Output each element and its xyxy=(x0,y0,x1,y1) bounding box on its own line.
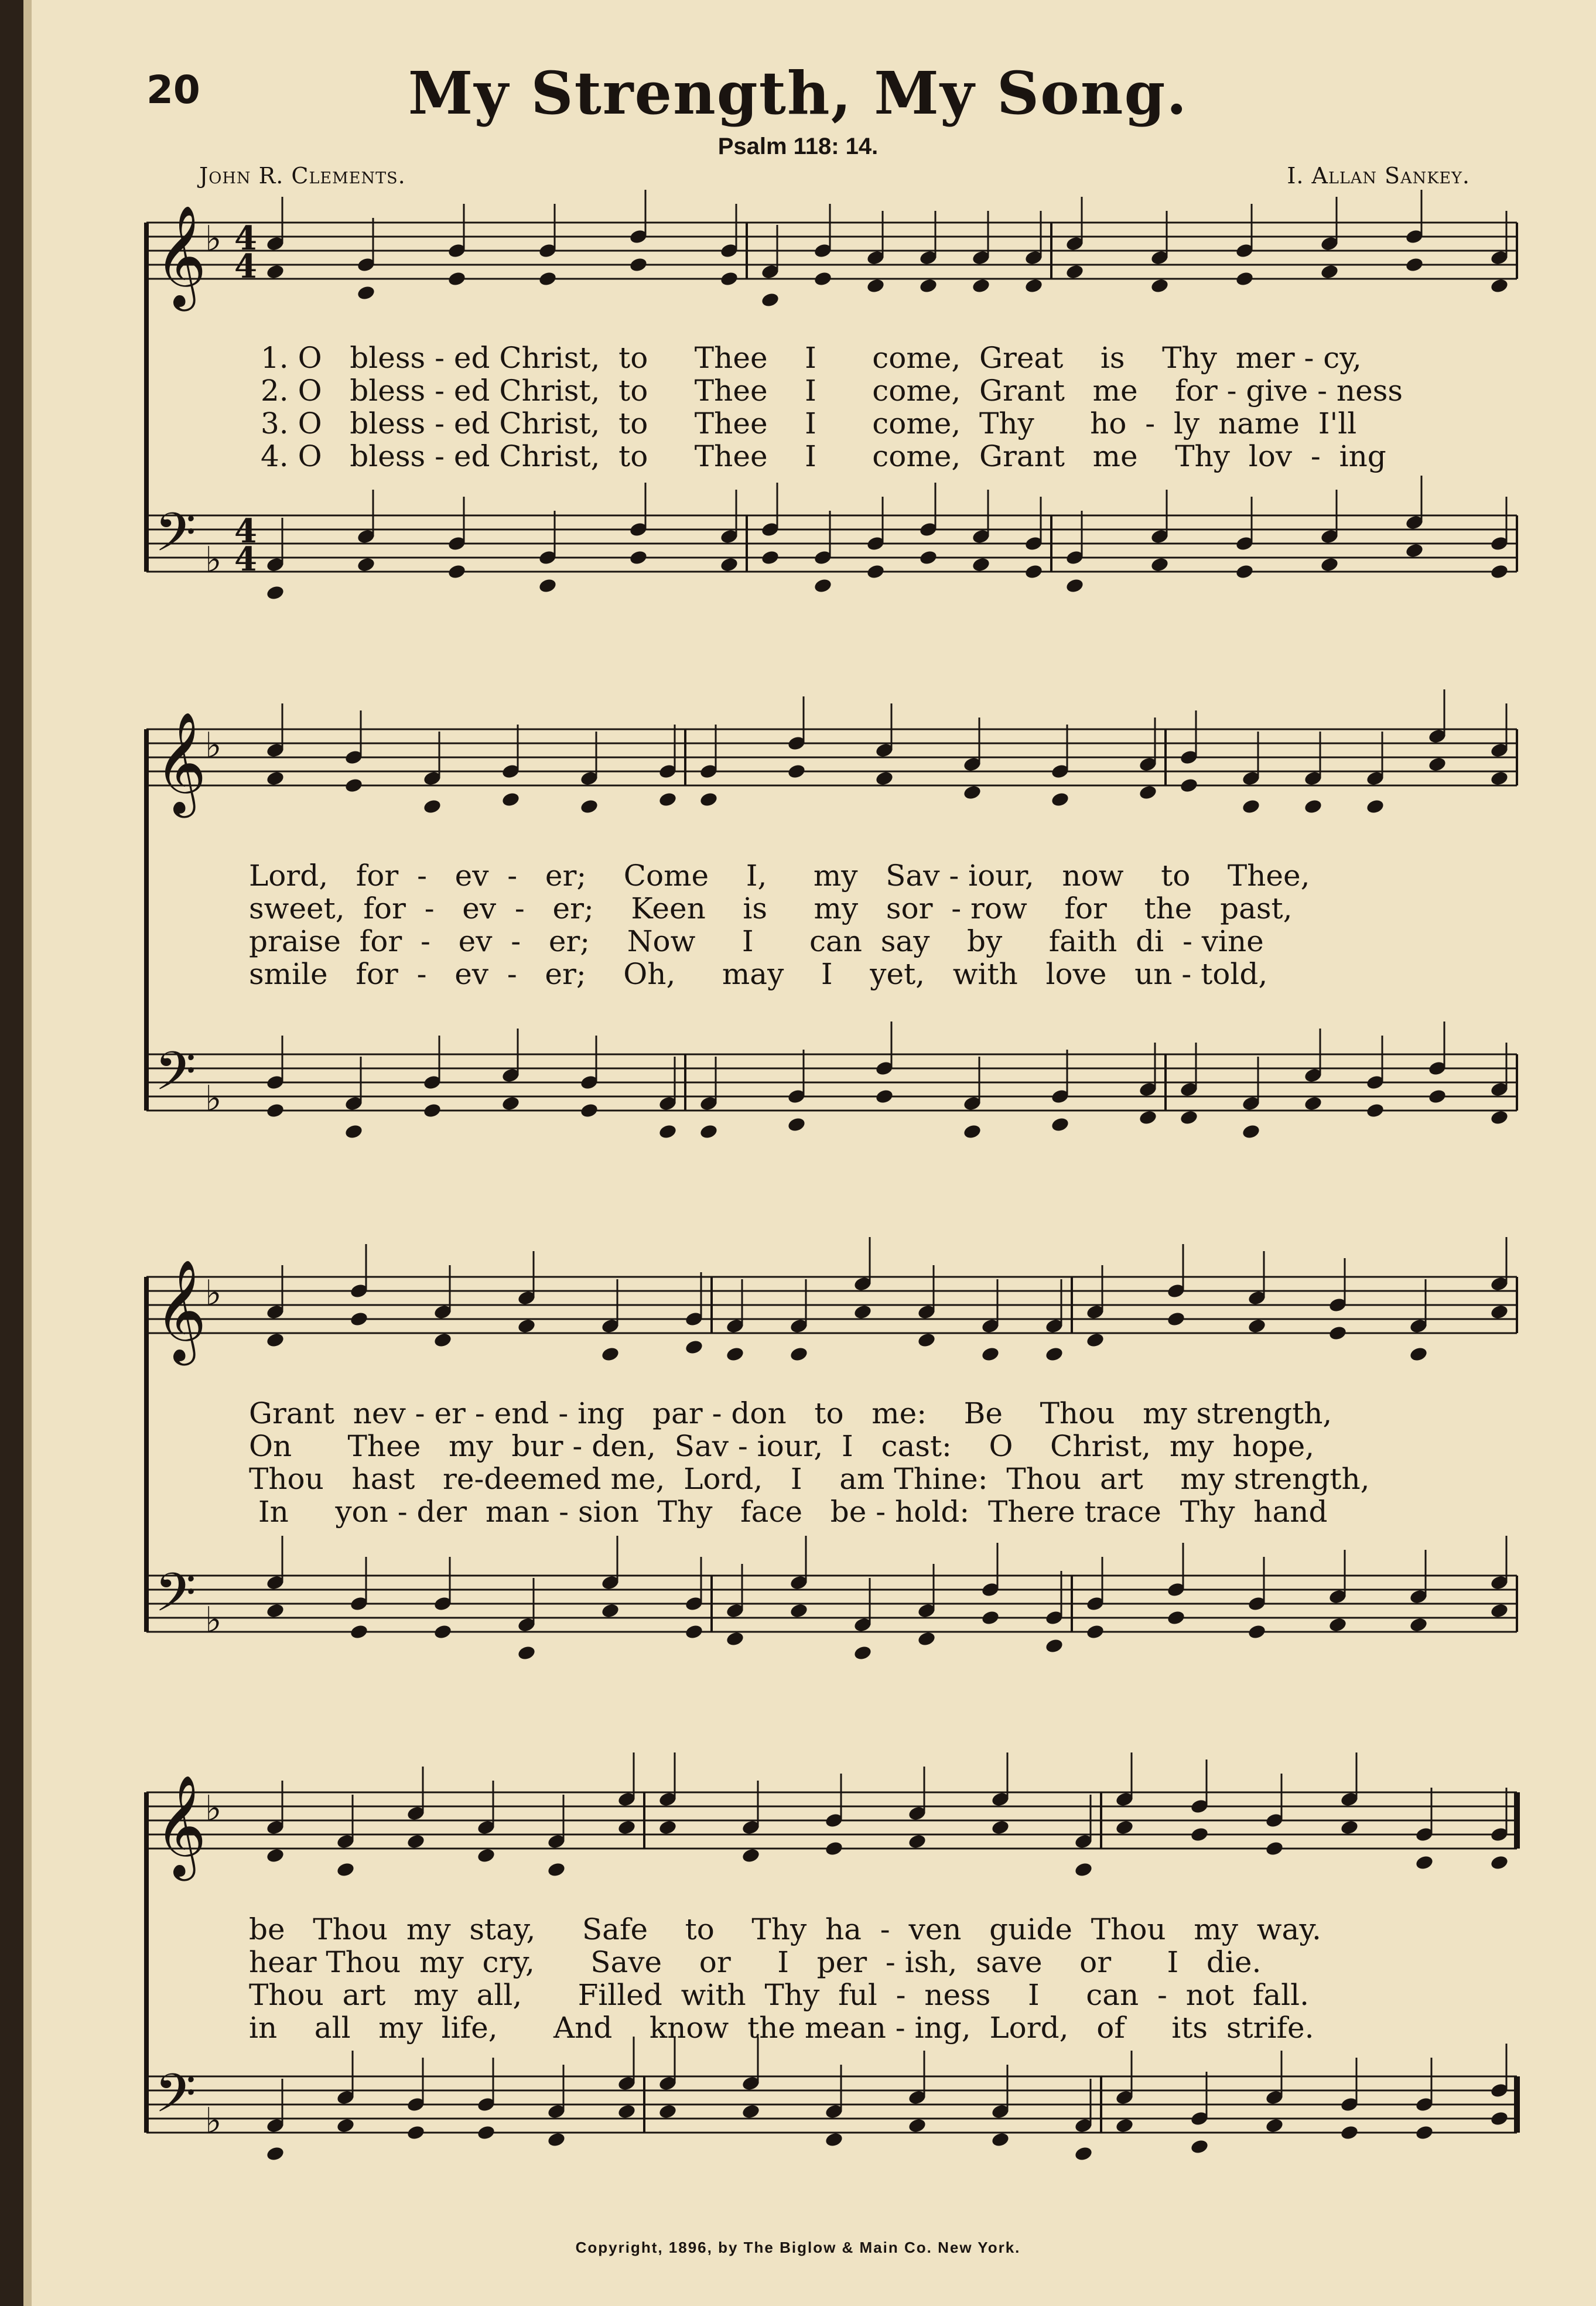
treble-note xyxy=(1339,1819,1359,1836)
treble-note xyxy=(741,1847,760,1864)
treble-note xyxy=(962,784,982,801)
bass-note xyxy=(1404,542,1424,559)
bass-note xyxy=(1489,563,1509,580)
treble-note xyxy=(538,271,557,287)
bass-note xyxy=(980,1610,1000,1626)
bass-note xyxy=(1414,2124,1434,2141)
composer-credit: I. Allan Sankey. xyxy=(1287,163,1470,189)
bass-note xyxy=(1190,2138,1209,2155)
bass-note xyxy=(1303,1095,1322,1112)
treble-note xyxy=(813,271,832,287)
bass-note xyxy=(1179,1109,1198,1126)
treble-note xyxy=(1489,1854,1509,1871)
bass-note xyxy=(866,563,885,580)
bass-note xyxy=(962,1123,982,1140)
bass-note xyxy=(476,2124,495,2141)
bass-note xyxy=(1247,1624,1266,1640)
treble-note xyxy=(1427,756,1447,773)
treble-note xyxy=(336,1861,355,1878)
bass-note xyxy=(600,1603,620,1619)
bass-note xyxy=(1235,563,1254,580)
treble-note xyxy=(349,1311,368,1327)
bass-note xyxy=(1489,2110,1509,2127)
bass-note xyxy=(1489,1109,1509,1126)
treble-note xyxy=(265,1847,285,1864)
treble-note xyxy=(628,257,648,273)
lyric-line: sweet, for - ev - er; Keen is my sor - row for the past, xyxy=(249,891,1293,925)
treble-note xyxy=(824,1840,843,1857)
bass-note xyxy=(907,2117,927,2134)
bass-note xyxy=(1320,556,1339,573)
bass-note xyxy=(1409,1617,1428,1633)
treble-note xyxy=(501,791,520,808)
treble-note xyxy=(1115,1819,1134,1836)
lyric-line: 1. O bless - ed Christ, to Thee I come, Great is Thy mer - cy, xyxy=(261,341,1362,375)
treble-note xyxy=(980,1346,1000,1362)
bass-note xyxy=(344,1123,363,1140)
time-signature: 4 xyxy=(234,540,257,579)
bass-note xyxy=(1115,2117,1134,2134)
treble-note xyxy=(1179,777,1198,794)
bass-note xyxy=(1050,1116,1069,1133)
bass-note xyxy=(349,1624,368,1640)
time-signature: 4 xyxy=(234,219,257,258)
bass-note xyxy=(725,1631,744,1647)
treble-note xyxy=(719,271,739,287)
bass-note xyxy=(990,2131,1010,2148)
bass-note xyxy=(1241,1123,1260,1140)
treble-clef-icon: 𝄞 xyxy=(155,712,207,814)
treble-note xyxy=(990,1819,1010,1836)
treble-note xyxy=(1235,271,1254,287)
bass-note xyxy=(789,1603,808,1619)
bass-note xyxy=(265,1603,285,1619)
treble-note xyxy=(1065,264,1084,280)
treble-note xyxy=(1050,791,1069,808)
bass-note xyxy=(1166,1610,1185,1626)
bass-note xyxy=(1044,1638,1064,1654)
bass-note xyxy=(336,2117,355,2134)
treble-note xyxy=(907,1833,927,1850)
copyright-notice: Copyright, 1896, by The Biglow & Main Co. New York. xyxy=(575,2239,1021,2256)
treble-note xyxy=(1190,1826,1209,1843)
treble-clef-icon: 𝄞 xyxy=(155,1259,207,1361)
treble-note xyxy=(918,278,938,294)
treble-note xyxy=(433,1332,452,1348)
treble-note xyxy=(600,1346,620,1362)
bass-note xyxy=(1065,578,1084,594)
flat-icon: ♭ xyxy=(205,539,222,580)
flat-icon: ♭ xyxy=(205,725,222,766)
treble-note xyxy=(1241,798,1260,815)
treble-note xyxy=(760,292,780,308)
treble-note xyxy=(699,791,718,808)
treble-note xyxy=(1489,770,1509,787)
bass-note xyxy=(699,1123,718,1140)
lyric-line: In yon - der man - sion Thy face be - hold: There trace Thy hand xyxy=(249,1495,1328,1529)
bass-note xyxy=(628,549,648,566)
treble-note xyxy=(658,1819,677,1836)
bass-note xyxy=(760,549,780,566)
bass-note xyxy=(658,1123,677,1140)
bass-note xyxy=(501,1095,520,1112)
bass-note xyxy=(719,556,739,573)
treble-note xyxy=(447,271,466,287)
treble-note xyxy=(1409,1346,1428,1362)
lyricist-credit: John R. Clements. xyxy=(199,163,406,189)
treble-note xyxy=(344,777,363,794)
treble-note xyxy=(406,1833,425,1850)
bass-note xyxy=(1328,1617,1347,1633)
treble-note xyxy=(546,1861,566,1878)
treble-note xyxy=(971,278,990,294)
treble-note xyxy=(684,1339,703,1355)
bass-note xyxy=(853,1645,872,1661)
treble-note xyxy=(265,264,285,280)
treble-note xyxy=(1265,1840,1284,1857)
treble-note xyxy=(1247,1318,1266,1334)
treble-note xyxy=(1404,257,1424,273)
flat-icon: ♭ xyxy=(205,1078,222,1119)
treble-note xyxy=(1303,798,1322,815)
lyric-line: be Thou my stay, Safe to Thy ha - ven guide Thou my way. xyxy=(249,1912,1321,1946)
bass-note xyxy=(1265,2117,1284,2134)
treble-note xyxy=(658,791,677,808)
bass-note xyxy=(1365,1102,1385,1119)
treble-note xyxy=(356,285,375,301)
bass-note xyxy=(741,2103,760,2120)
treble-note xyxy=(265,1332,285,1348)
bass-note xyxy=(546,2131,566,2148)
bass-note xyxy=(917,1631,936,1647)
bass-note xyxy=(1024,563,1043,580)
lyric-line: Grant nev - er - end - ing par - don to me: Be Thou my strength, xyxy=(249,1396,1332,1430)
bass-note xyxy=(579,1102,599,1119)
lyric-line: 3. O bless - ed Christ, to Thee I come, Thy ho - ly name I'll xyxy=(261,406,1357,440)
lyric-line: Lord, for - ev - er; Come I, my Sav - iour, now to Thee, xyxy=(249,859,1310,893)
lyric-line: hear Thou my cry, Save or I per - ish, save or I die. xyxy=(249,1945,1262,1979)
bass-note xyxy=(433,1624,452,1640)
time-signature: 4 xyxy=(234,247,257,286)
flat-icon: ♭ xyxy=(205,1600,222,1641)
flat-icon: ♭ xyxy=(205,1788,222,1829)
treble-note xyxy=(1044,1346,1064,1362)
bass-note xyxy=(874,1088,894,1105)
lyric-line: Thou art my all, Filled with Thy ful - ness I can - not fall. xyxy=(249,1978,1310,2012)
treble-note xyxy=(1138,784,1157,801)
bass-note xyxy=(1427,1088,1447,1105)
bass-note xyxy=(422,1102,442,1119)
treble-note xyxy=(1150,278,1169,294)
bass-note xyxy=(658,2103,677,2120)
bass-clef-icon: 𝄢 xyxy=(155,1562,196,1637)
lyric-line: Thou hast re-deemed me, Lord, I am Thine: Thou art my strength, xyxy=(249,1462,1370,1496)
lyric-line: 2. O bless - ed Christ, to Thee I come, Grant me for - give - ness xyxy=(261,374,1403,408)
treble-note xyxy=(1328,1325,1347,1341)
treble-note xyxy=(1365,798,1385,815)
scripture-reference: Psalm 118: 14. xyxy=(717,134,879,159)
bass-note xyxy=(356,556,375,573)
page-number: 20 xyxy=(146,67,200,112)
treble-note xyxy=(422,798,442,815)
bass-clef-icon: 𝄢 xyxy=(155,501,196,576)
bass-note xyxy=(824,2131,843,2148)
treble-note xyxy=(617,1819,636,1836)
treble-clef-icon: 𝄞 xyxy=(155,205,207,307)
bass-note xyxy=(684,1624,703,1640)
lyric-line: praise for - ev - er; Now I can say by faith di - vine xyxy=(249,924,1264,958)
bass-note xyxy=(265,1102,285,1119)
flat-icon: ♭ xyxy=(205,2100,222,2141)
bass-note xyxy=(1339,2124,1359,2141)
bass-note xyxy=(617,2103,636,2120)
treble-note xyxy=(866,278,885,294)
treble-note xyxy=(1085,1332,1105,1348)
treble-note xyxy=(1489,278,1509,294)
treble-note xyxy=(1414,1854,1434,1871)
treble-note xyxy=(1320,264,1339,280)
treble-note xyxy=(476,1847,495,1864)
bass-note xyxy=(406,2124,425,2141)
bass-note xyxy=(918,549,938,566)
bass-note xyxy=(1150,556,1169,573)
flat-icon: ♭ xyxy=(205,218,222,259)
treble-note xyxy=(1489,1304,1509,1320)
treble-note xyxy=(787,763,806,780)
bass-note xyxy=(447,563,466,580)
treble-note xyxy=(265,770,285,787)
bass-clef-icon: 𝄢 xyxy=(155,1040,196,1115)
bass-note xyxy=(538,578,557,594)
treble-note xyxy=(853,1304,872,1320)
treble-note xyxy=(789,1346,808,1362)
treble-note xyxy=(725,1346,744,1362)
bass-clef-icon: 𝄢 xyxy=(155,2062,196,2137)
treble-note xyxy=(579,798,599,815)
treble-clef-icon: 𝄞 xyxy=(155,1775,207,1877)
lyric-line: smile for - ev - er; Oh, may I yet, with love un - told, xyxy=(249,957,1268,991)
bass-note xyxy=(517,1645,536,1661)
treble-note xyxy=(874,770,894,787)
lyric-line: On Thee my bur - den, Sav - iour, I cast: O Christ, my hope, xyxy=(249,1429,1315,1463)
flat-icon: ♭ xyxy=(205,1273,222,1314)
treble-note xyxy=(1074,1861,1093,1878)
bass-note xyxy=(813,578,832,594)
bass-note xyxy=(1085,1624,1105,1640)
bass-note xyxy=(1074,2146,1093,2162)
treble-note xyxy=(917,1332,936,1348)
bass-note xyxy=(265,2146,285,2162)
bass-note xyxy=(971,556,990,573)
bass-note xyxy=(1138,1109,1157,1126)
bass-note xyxy=(1489,1603,1509,1619)
hymn-title: My Strength, My Song. xyxy=(408,59,1188,128)
lyric-line: in all my life, And know the mean - ing, Lord, of its strife. xyxy=(249,2011,1314,2045)
time-signature: 4 xyxy=(234,512,257,551)
treble-note xyxy=(1166,1311,1185,1327)
treble-note xyxy=(1024,278,1043,294)
lyric-line: 4. O bless - ed Christ, to Thee I come, Grant me Thy lov - ing xyxy=(261,439,1386,473)
bass-note xyxy=(265,585,285,601)
bass-note xyxy=(787,1116,806,1133)
treble-note xyxy=(517,1318,536,1334)
